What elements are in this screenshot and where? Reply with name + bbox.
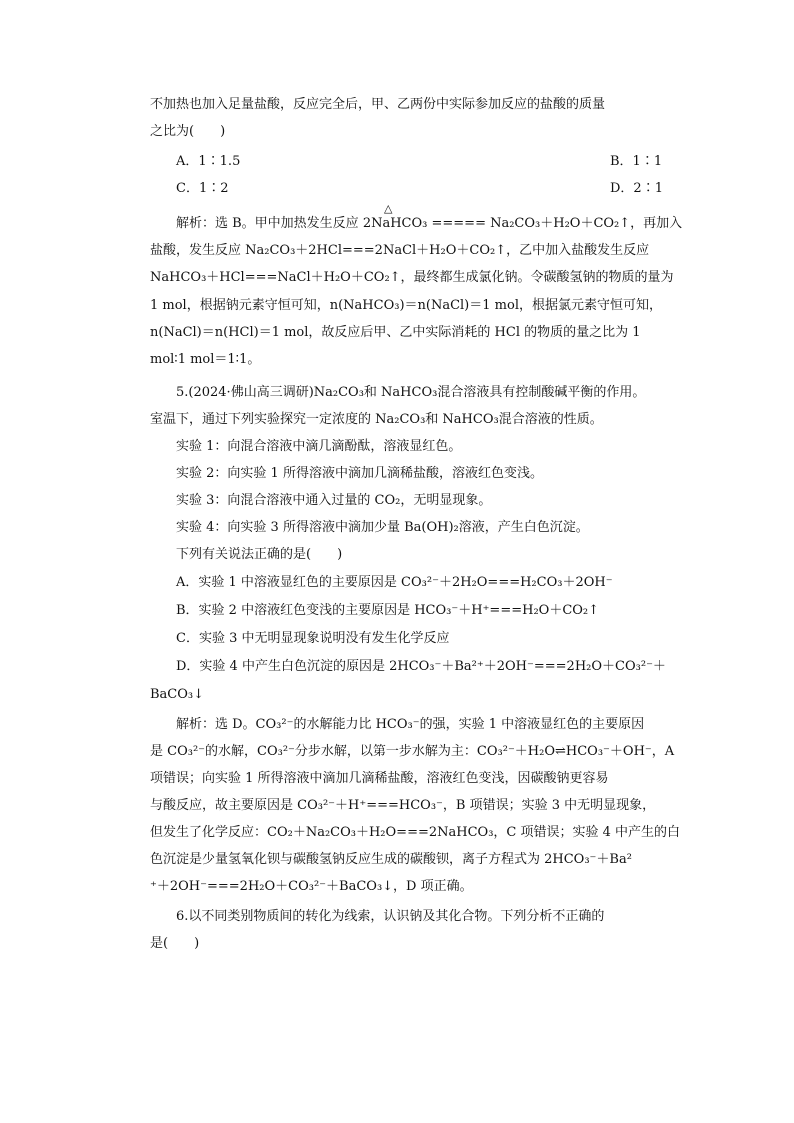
q5-option-d-line-2: BaCO₃↓	[150, 687, 205, 702]
q4-option-c: C．1∶2	[176, 181, 229, 196]
q6-stem-line-1: 6.以不同类别物质间的转化为线索，认识钠及其化合物。下列分析不正确的	[176, 909, 605, 924]
q5-question: 下列有关说法正确的是( )	[176, 547, 343, 562]
q4-explanation-line-2: 盐酸，发生反应 Na₂CO₃＋2HCl===2NaCl＋H₂O＋CO₂↑，乙中加入盐酸发生反应	[150, 243, 650, 258]
q5-explanation-line-6: 色沉淀是少量氢氧化钡与碳酸氢钠反应生成的碳酸钡，离子方程式为 2HCO₃⁻＋Ba²	[150, 852, 632, 867]
q5-option-d-line-1: D．实验 4 中产生白色沉淀的原因是 2HCO₃⁻＋Ba²⁺＋2OH⁻===2H₂O＋CO₃²⁻＋	[176, 659, 666, 674]
q4-options-row-1	[176, 153, 736, 171]
q4-explanation-line-3: NaHCO₃＋HCl===NaCl＋H₂O＋CO₂↑，最终都生成氯化钠。令碳酸氢钠的物质的量为	[150, 270, 674, 285]
q5-explanation-line-7: ⁺＋2OH⁻===2H₂O＋CO₃²⁻＋BaCO₃↓，D 项正确。	[150, 879, 473, 894]
q4-explanation-line-6: mol∶1 mol＝1∶1。	[150, 352, 261, 367]
q4-option-a: A．1∶1.5	[176, 154, 241, 169]
q4-option-b: B．1∶1	[610, 154, 663, 169]
q6-stem-line-2: 是( )	[150, 936, 200, 951]
q5-experiment-3: 实验 3：向混合溶液中通入过量的 CO₂，无明显现象。	[176, 493, 492, 508]
q5-option-c: C．实验 3 中无明显现象说明没有发生化学反应	[176, 631, 450, 646]
q4-options-row-2	[176, 180, 736, 198]
q5-stem-line-2: 室温下，通过下列实验探究一定浓度的 Na₂CO₃和 NaHCO₃混合溶液的性质。	[150, 412, 603, 427]
q5-explanation-line-3: 项错误；向实验 1 所得溶液中滴加几滴稀盐酸，溶液红色变浅，因碳酸钠更容易	[150, 771, 609, 786]
q4-text-line-2: 之比为( )	[150, 124, 226, 139]
q5-option-a: A．实验 1 中溶液显红色的主要原因是 CO₃²⁻＋2H₂O===H₂CO₃＋2OH⁻	[176, 575, 613, 590]
q5-option-b: B．实验 2 中溶液红色变浅的主要原因是 HCO₃⁻＋H⁺===H₂O＋CO₂↑	[176, 603, 600, 618]
q4-explanation-line-4: 1 mol，根据钠元素守恒可知，n(NaHCO₃)＝n(NaCl)＝1 mol，根据氯元素守恒可知，	[150, 298, 662, 313]
q4-text-line-1: 不加热也加入足量盐酸，反应完全后，甲、乙两份中实际参加反应的盐酸的质量	[150, 97, 606, 112]
q4-explanation-line-1: 解析：选 B。甲中加热发生反应 2NaHCO₃ ===== Na₂CO₃＋H₂O＋CO₂↑，再加入	[176, 216, 683, 231]
q5-stem-line-1: 5.(2024·佛山高三调研)Na₂CO₃和 NaHCO₃混合溶液具有控制酸碱平衡的作用。	[176, 385, 646, 400]
heat-symbol: △	[384, 202, 393, 215]
q5-explanation-line-2: 是 CO₃²⁻的水解，CO₃²⁻分步水解，以第一步水解为主：CO₃²⁻＋H₂O⇌HCO₃⁻＋OH⁻，A	[150, 744, 675, 759]
q4-explanation-line-5: n(NaCl)＝n(HCl)＝1 mol，故反应后甲、乙中实际消耗的 HCl 的物质的量之比为 1	[150, 325, 641, 340]
q4-option-d: D．2∶1	[610, 181, 663, 196]
q5-explanation-line-4: 与酸反应，故主要原因是 CO₃²⁻＋H⁺===HCO₃⁻，B 项错误；实验 3 中无明显现象，	[150, 798, 656, 813]
q5-explanation-line-5: 但发生了化学反应：CO₂＋Na₂CO₃＋H₂O===2NaHCO₃，C 项错误；实验 4 中产生的白	[150, 825, 681, 840]
q5-experiment-1: 实验 1：向混合溶液中滴几滴酚酞，溶液显红色。	[176, 439, 462, 454]
q5-experiment-4: 实验 4：向实验 3 所得溶液中滴加少量 Ba(OH)₂溶液，产生白色沉淀。	[176, 520, 589, 535]
q5-experiment-2: 实验 2：向实验 1 所得溶液中滴加几滴稀盐酸，溶液红色变浅。	[176, 466, 543, 481]
q5-explanation-line-1: 解析：选 D。CO₃²⁻的水解能力比 HCO₃⁻的强，实验 1 中溶液显红色的主要原因	[176, 717, 645, 732]
